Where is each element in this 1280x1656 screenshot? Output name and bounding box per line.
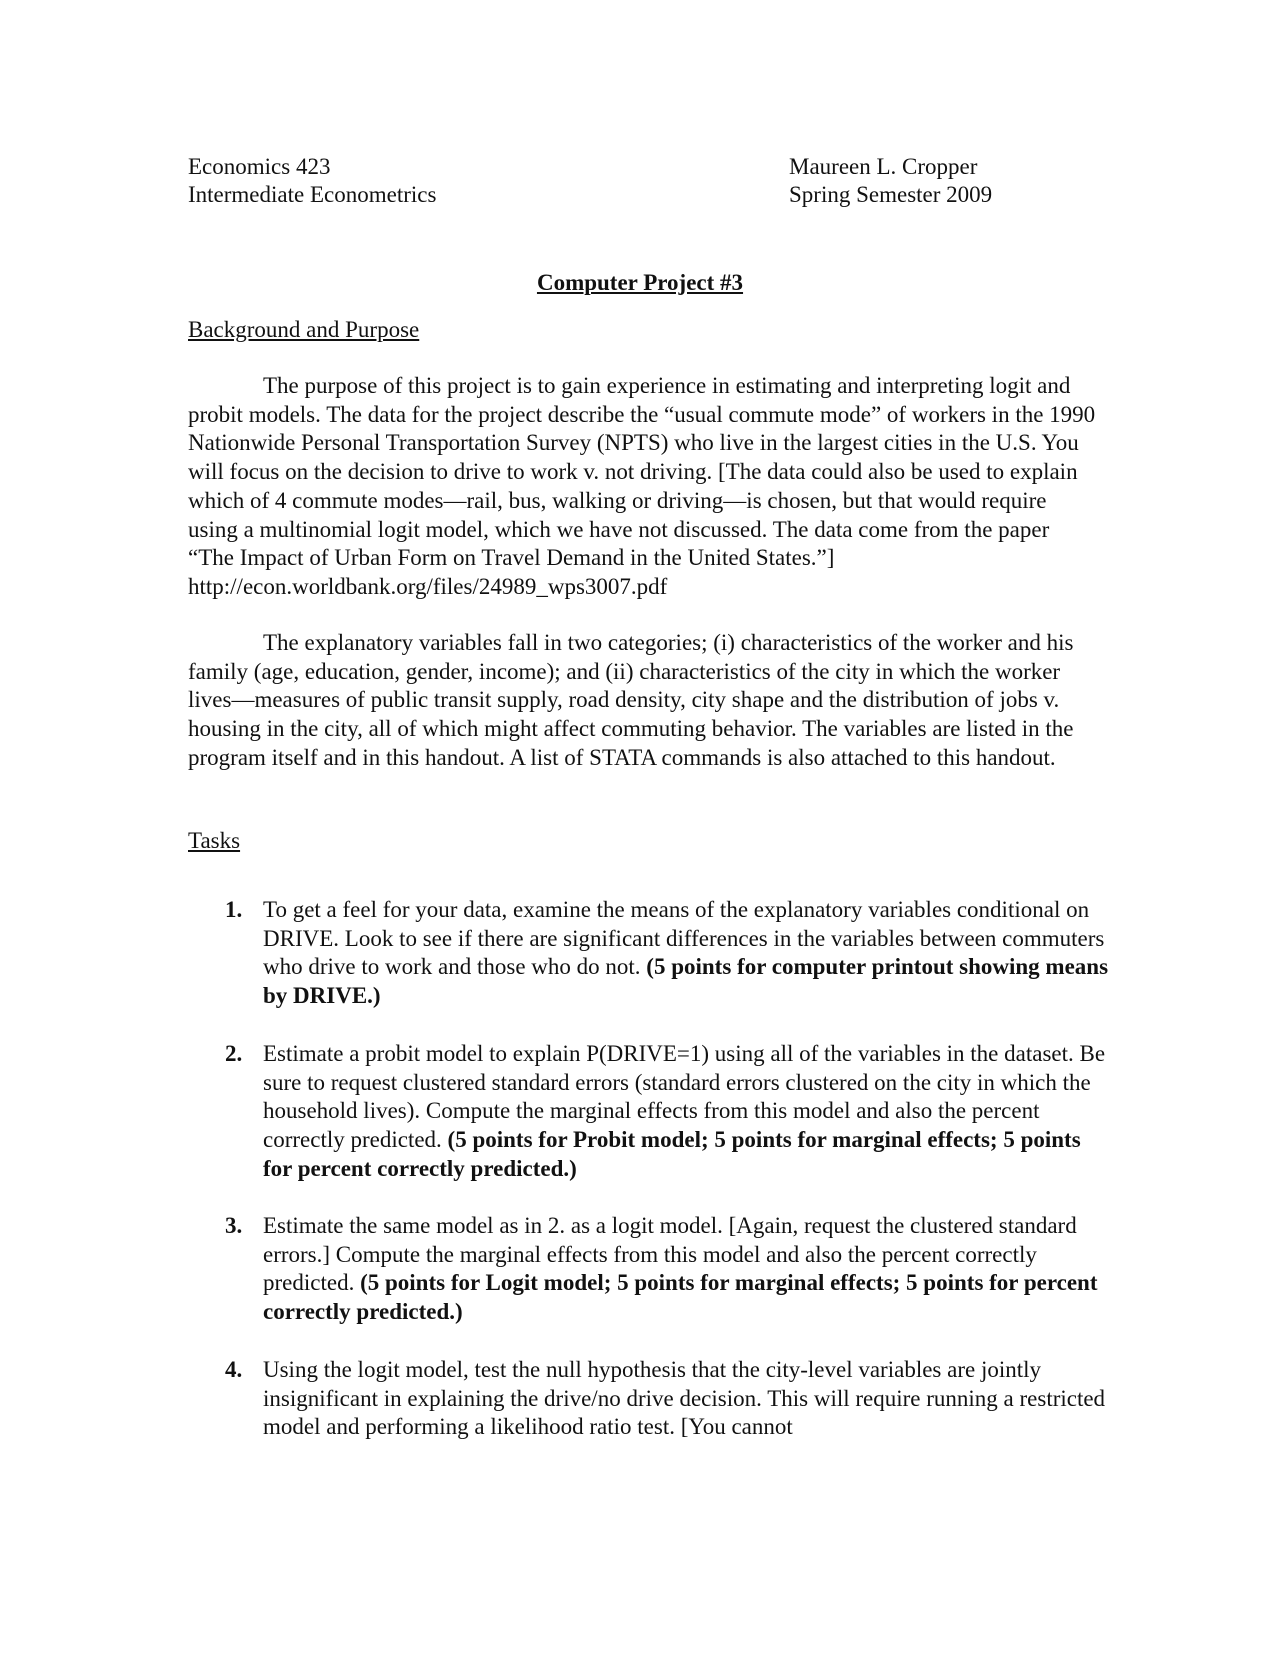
task-number: 4.	[225, 1357, 243, 1382]
semester: Spring Semester 2009	[789, 182, 993, 207]
document-title: Computer Project #3	[536, 270, 744, 295]
purpose-paragraph: The purpose of this project is to gain experience in estimating and interpreting logit and probit models. The data for the project describe the “usual commute mode” of workers in the 1990 Nationwide Personal Transportation Survey (NPTS) who live in the largest cities in the U.S. You will focus on the decision to drive to work v. not driving. [The data could also be used to explain which of 4 commute modes—rail, bus, walking or driving—is chosen, but that would require using a multinomial logit model, which we have not discussed. The data come from the paper “The Impact of Urban Form on Travel Demand in the United States.”] http://econ.worldbank.org/files/24989_wps3007.pdf	[188, 373, 1096, 599]
course-header	[188, 153, 436, 209]
instructor-header	[789, 153, 992, 209]
instructor-name: Maureen L. Cropper	[789, 154, 978, 179]
task-text: Estimate the same model as in 2. as a logit model. [Again, request the clustered standard errors.] Compute the marginal effects from this model and also the percent correctly predicted. (5 points for Logit model; 5 points for marginal effects; 5 points for percent correctly predicted.)	[263, 1213, 1098, 1325]
course-number: Economics 423	[188, 154, 331, 179]
tasks-heading: Tasks	[188, 828, 241, 853]
task-points: (5 points for computer printout showing means by DRIVE.)	[263, 954, 1109, 1009]
task-number: 2.	[225, 1041, 243, 1066]
task-number: 3.	[225, 1213, 243, 1238]
task-number: 1.	[225, 897, 243, 922]
course-name: Intermediate Econometrics	[188, 182, 437, 207]
variables-paragraph: The explanatory variables fall in two categories; (i) characteristics of the worker and his family (age, education, gender, income); and (ii) characteristics of the city in which the worker lives—measures of public transit supply, road density, city shape and the distribution of jobs v. housing in the city, all of which might affect commuting behavior. The variables are listed in the program itself and in this handout. A list of STATA commands is also attached to this handout.	[188, 630, 1074, 770]
task-points: (5 points for Probit model; 5 points for marginal effects; 5 points for percent correctly predicted.)	[263, 1127, 1081, 1181]
task-text: To get a feel for your data, examine the means of the explanatory variables conditional on DRIVE. Look to see if there are significant differences in the variables between commuters who drive to work and those who do not. (5 points for computer printout showing means by DRIVE.)	[263, 897, 1109, 1009]
task-text: Using the logit model, test the null hypothesis that the city-level variables are jointly insignificant in explaining the drive/no drive decision. This will require running a restricted model and performing a likelihood ratio test. [You cannot	[263, 1357, 1106, 1440]
task-points: (5 points for Logit model; 5 points for marginal effects; 5 points for percent correctly predicted.)	[263, 1270, 1098, 1325]
task-text: Estimate a probit model to explain P(DRIVE=1) using all of the variables in the dataset. Be sure to request clustered standard errors (standard errors clustered on the city in which the household lives). Compute the marginal effects from this model and also the percent correctly predicted. (5 points for Probit model; 5 points for marginal effects; 5 points for percent correctly predicted.)	[263, 1041, 1106, 1181]
background-heading: Background and Purpose	[188, 317, 420, 342]
